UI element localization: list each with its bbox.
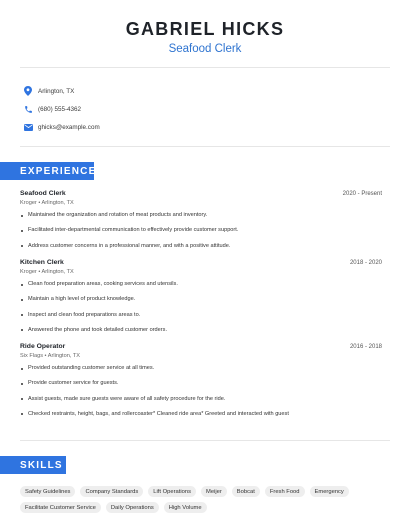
contact-email-text: ghicks@example.com <box>38 123 100 131</box>
skill-chip: Fresh Food <box>265 486 305 497</box>
job-dates: 2016 - 2018 <box>349 344 382 350</box>
job-entry <box>20 343 382 426</box>
bullet-item: Assist guests, made sure guests were aware of all safety procedure for the ride. <box>20 396 382 411</box>
bullet-item: Provide customer service for guests. <box>20 380 382 395</box>
bullet-item: Address customer concerns in a professional manner, and with a positive attitude. <box>20 243 382 258</box>
skill-chip: Facilitate Customer Service <box>20 502 101 513</box>
bullet-item: Answered the phone and took detailed customer orders. <box>20 327 382 342</box>
skill-chip: Bobcat <box>232 486 260 497</box>
skill-chip: Meijer <box>201 486 227 497</box>
skill-chip: Emergency <box>310 486 349 497</box>
mail-icon <box>22 121 34 133</box>
bullet-item: Clean food preparation areas, cooking services and utensils. <box>20 281 382 296</box>
skill-chip: Company Standards <box>80 486 143 497</box>
contact-list <box>22 82 100 136</box>
job-dates: 2020 - Present <box>342 191 382 197</box>
bullet-item: Maintain a high level of product knowledge. <box>20 296 382 311</box>
location-pin-icon <box>22 85 34 97</box>
contact-location-text: Arlington, TX <box>38 87 75 95</box>
job-company: Kroger • Arlington, TX <box>20 200 74 206</box>
bullet-item: Inspect and clean food preparations areas to. <box>20 312 382 327</box>
bullet-item: Checked restraints, height, bags, and rollercoaster* Cleaned ride area* Greeted and interacted with guest <box>20 411 382 426</box>
skills-list <box>20 486 390 513</box>
bullet-item: Facilitated inter-departmental communication to effectively provide customer support. <box>20 227 382 242</box>
job-company: Kroger • Arlington, TX <box>20 269 74 275</box>
skill-chip: Safety Guidelines <box>20 486 75 497</box>
job-company: Six Flags • Arlington, TX <box>20 353 80 359</box>
divider <box>20 440 390 441</box>
skills-heading: SKILLS <box>0 456 66 474</box>
job-entry <box>20 190 382 258</box>
job-title: Seafood Clerk <box>20 190 66 197</box>
job-title: Kitchen Clerk <box>20 259 64 266</box>
divider <box>20 67 390 68</box>
contact-phone <box>22 100 100 118</box>
candidate-role: Seafood Clerk <box>168 43 242 55</box>
experience-heading: EXPERIENCE <box>0 162 94 180</box>
candidate-name: GABRIEL HICKS <box>125 19 285 39</box>
divider <box>20 146 390 147</box>
skill-chip: Daily Operations <box>106 502 159 513</box>
contact-location <box>22 82 100 100</box>
bullet-item: Maintained the organization and rotation of meat products and inventory. <box>20 212 382 227</box>
job-title: Ride Operator <box>20 343 66 350</box>
job-entry <box>20 259 382 342</box>
skill-chip: High Volume <box>164 502 207 513</box>
contact-email <box>22 118 100 136</box>
contact-phone-text: (680) 555-4362 <box>38 105 82 113</box>
bullet-item: Provided outstanding customer service at all times. <box>20 365 382 380</box>
job-bullets <box>20 365 382 426</box>
job-dates: 2018 - 2020 <box>349 260 382 266</box>
job-bullets <box>20 281 382 342</box>
resume-header <box>0 18 410 56</box>
job-bullets <box>20 212 382 258</box>
skill-chip: Lift Operations <box>148 486 196 497</box>
phone-icon <box>22 103 34 115</box>
